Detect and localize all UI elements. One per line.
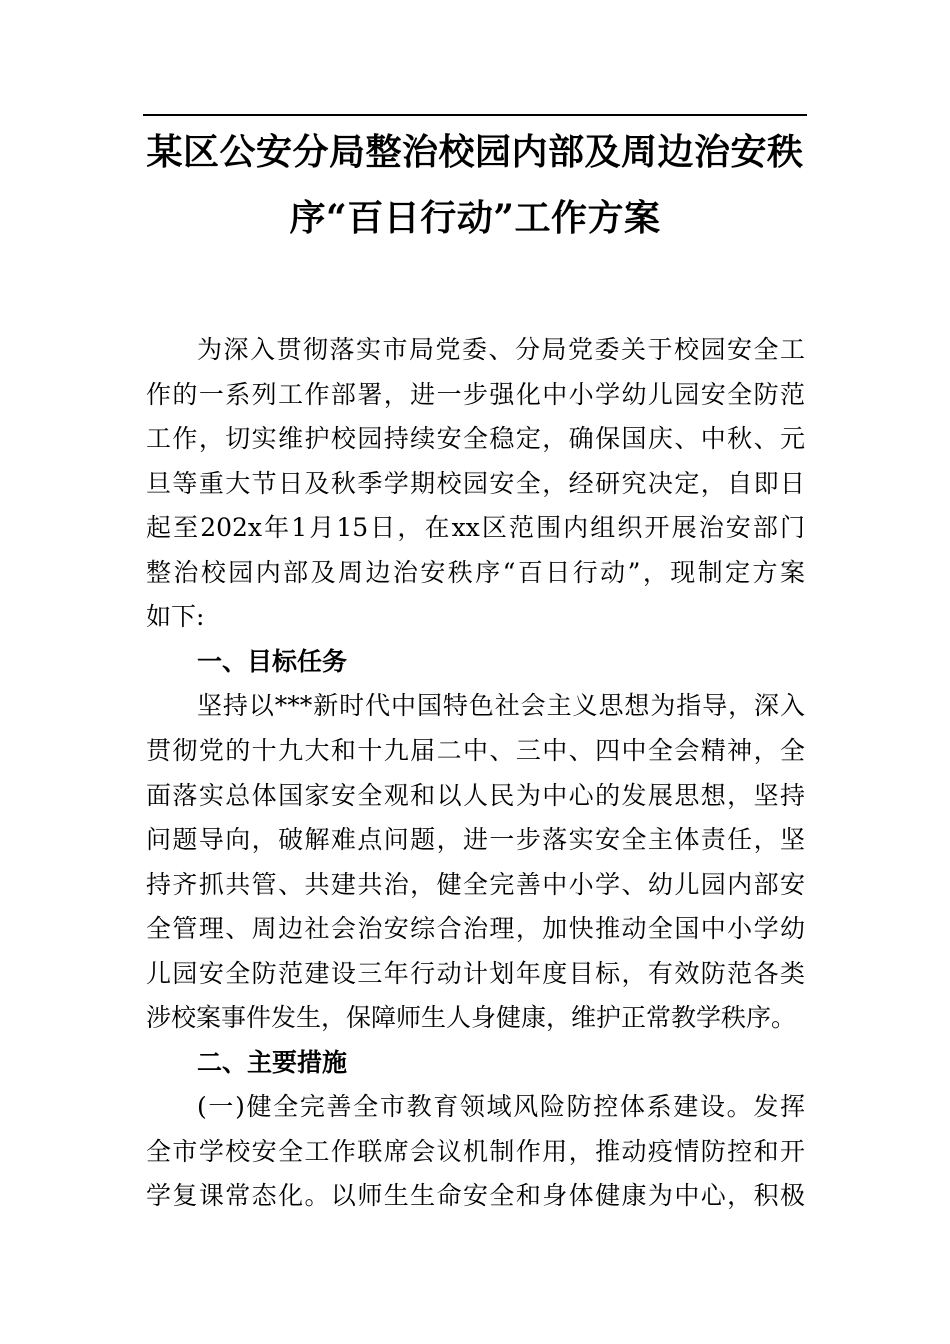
paragraph-line: 坚持以***新时代中国特色社会主义思想为指导，深入 [197, 691, 805, 721]
paragraph-line: (一)健全完善全市教育领域风险防控体系建设。发挥 [197, 1092, 805, 1122]
section-heading: 二、主要措施 [197, 1047, 348, 1077]
paragraph-line: 涉校案事件发生，保障师生人身健康，维护正常教学秩序。 [146, 1003, 797, 1033]
paragraph-line: 学复课常态化。以师生生命安全和身体健康为中心，积极 [146, 1181, 805, 1211]
paragraph-line: 贯彻党的十九大和十九届二中、三中、四中全会精神，全 [146, 735, 805, 765]
paragraph-line: 全市学校安全工作联席会议机制作用，推动疫情防控和开 [146, 1136, 805, 1166]
paragraph-line: 起至202x年1月15日，在xx区范围内组织开展治安部门 [146, 513, 805, 543]
paragraph-line: 整治校园内部及周边治安秩序“百日行动”，现制定方案 [146, 557, 805, 587]
paragraph-line: 如下: [146, 602, 205, 632]
paragraph-line: 儿园安全防范建设三年行动计划年度目标，有效防范各类 [146, 958, 805, 988]
paragraph-line: 全管理、周边社会治安综合治理，加快推动全国中小学幼 [146, 914, 805, 944]
paragraph-line: 工作，切实维护校园持续安全稳定，确保国庆、中秋、元 [146, 424, 805, 454]
paragraph-line: 持齐抓共管、共建共治，健全完善中小学、幼儿园内部安 [146, 869, 805, 899]
paragraph-line: 问题导向，破解难点问题，进一步落实安全主体责任，坚 [146, 825, 805, 855]
title-rule [143, 114, 807, 116]
paragraph-line: 面落实总体国家安全观和以人民为中心的发展思想，坚持 [146, 780, 805, 810]
paragraph-line: 旦等重大节日及秋季学期校园安全，经研究决定，自即日 [146, 468, 805, 498]
document-title-line-1: 某区公安分局整治校园内部及周边治安秩 [146, 131, 804, 173]
document-title-line-2: 序“百日行动”工作方案 [289, 197, 661, 239]
section-heading: 一、目标任务 [197, 646, 348, 676]
paragraph-line: 作的一系列工作部署，进一步强化中小学幼儿园安全防范 [146, 379, 805, 409]
paragraph-line: 为深入贯彻落实市局党委、分局党委关于校园安全工 [197, 335, 805, 364]
